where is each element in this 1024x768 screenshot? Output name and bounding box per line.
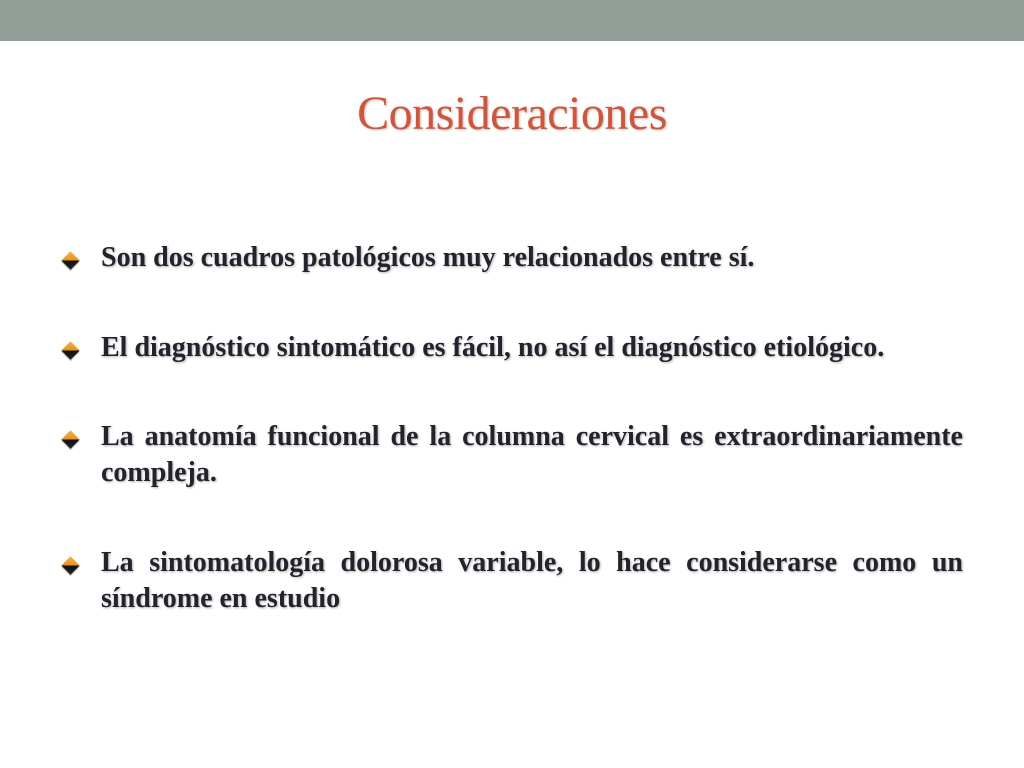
bullet-text: Son dos cuadros patológicos muy relacionados entre sí. [101, 242, 755, 273]
diamond-bullet-icon [61, 430, 79, 448]
bullet-item [60, 545, 963, 617]
top-decorative-bar [0, 0, 1024, 41]
slide-title: Consideraciones [357, 87, 667, 140]
diamond-bullet-icon [61, 341, 79, 359]
bullet-text: El diagnóstico sintomático es fácil, no así el diagnóstico etiológico. [101, 332, 885, 363]
bullet-list [60, 240, 963, 671]
bullet-text: La sintomatología dolorosa variable, lo hace considerarse como un síndrome en estudio [101, 547, 963, 614]
bullet-item [60, 330, 963, 366]
diamond-bullet-icon [61, 556, 79, 574]
bullet-text: La anatomía funcional de la columna cervical es extraordinariamente compleja. [101, 421, 963, 488]
diamond-bullet-icon [61, 251, 79, 269]
bullet-item [60, 419, 963, 491]
bullet-item [60, 240, 963, 276]
